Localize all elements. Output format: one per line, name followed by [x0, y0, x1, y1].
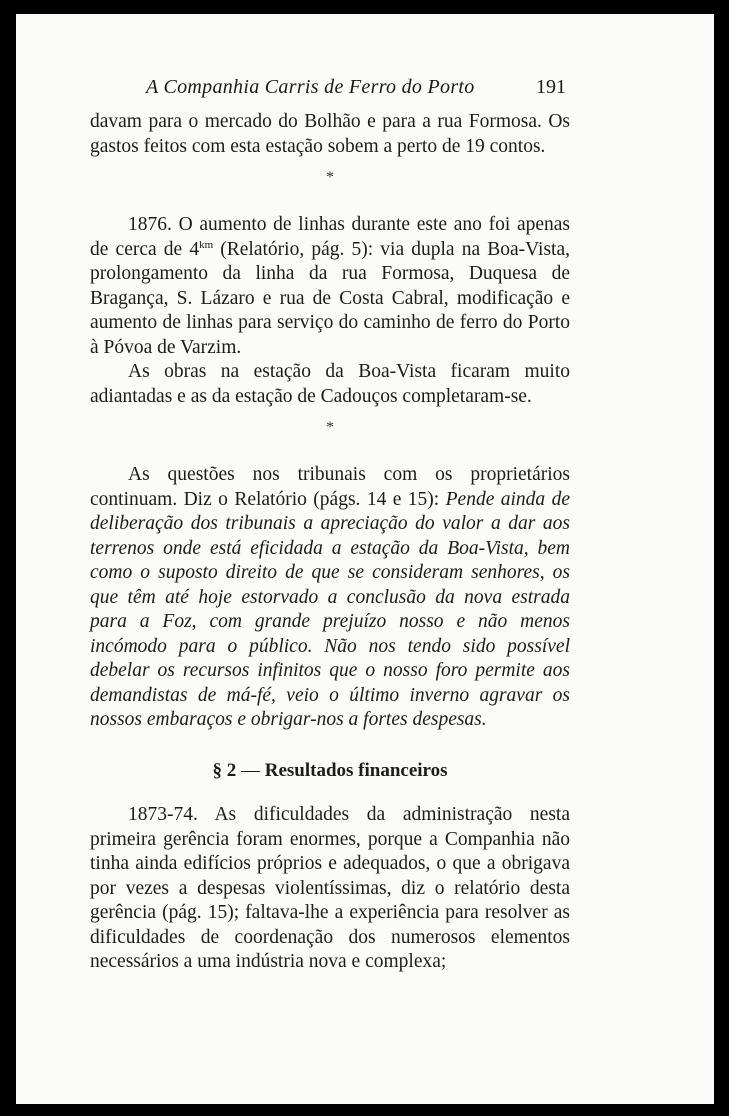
section-dash: — — [236, 759, 265, 781]
section-title: Resultados financeiros — [264, 759, 448, 781]
section-heading — [90, 759, 570, 784]
paragraph-1876 — [90, 213, 570, 360]
paragraph-1873: 1873-74. As dificuldades da administração nesta primeira gerência foram enormes, porque a Companhia não tinha ainda edifícios próprios e adequados, o que a obrigava por vezes a despesas violentíssimas, diz o relatório desta gerência (pág. 15); faltava-lhe a experiência para resolver as dificuldades de coordenação dos numerosos elementos necessários a uma indústria nova e complexa; — [90, 804, 570, 972]
paragraph-1876-text: 1876. O aumento de linhas durante este ano foi apenas de cerca de 4 — [90, 214, 570, 260]
section-separator-2: * — [326, 419, 334, 436]
running-title: A Companhia Carris de Ferro do Porto — [146, 76, 475, 98]
paragraph-1876-text-cont: (Relatório, pág. 5): via dupla na Boa-Vista, prolongamento da linha da rua Formosa, Duquesa de Bragança, S. Lázaro e rua de Costa Cabral, modificação e aumento de linhas para serviço do caminho de ferro do Porto à Póvoa de Varzim. — [90, 238, 570, 358]
body-text — [90, 110, 570, 975]
page-number: 191 — [536, 76, 566, 98]
section-separator: * — [326, 169, 334, 186]
paragraph-obras: As obras na estação da Boa-Vista ficaram muito adiantadas e as da estação de Cadouços completaram-se. — [90, 361, 570, 407]
quotation-italic: Pende ainda de deliberação dos tribunais a apreciação do valor a dar aos terrenos onde está eficidada a estação da Boa-Vista, bem como o suposto direito de que se consideram senhores, os que têm até hoje estorvado a conclusão da nova estrada para a Foz, com grande prejuízo nosso e não menos incómodo para o público. Não nos tendo sido possível debelar os recursos infinitos que o nosso foro permite aos demandistas de má-fé, veio o último inverno agravar os nossos embaraços e obrigar-nos a fortes despesas. — [90, 488, 570, 730]
paragraph-tribunais — [90, 463, 570, 733]
page-header — [16, 76, 714, 106]
unit-superscript: km — [199, 238, 214, 251]
section-number: § 2 — [212, 759, 237, 781]
book-page — [16, 14, 714, 1104]
paragraph-continuation: davam para o mercado do Bolhão e para a rua Formosa. Os gastos feitos com esta estação sobem a perto de 19 contos. — [90, 111, 570, 157]
paragraph-tribunais-text: As questões nos tribunais com os proprietários continuam. Diz o Relatório (págs. 14 e 15): — [90, 464, 570, 510]
